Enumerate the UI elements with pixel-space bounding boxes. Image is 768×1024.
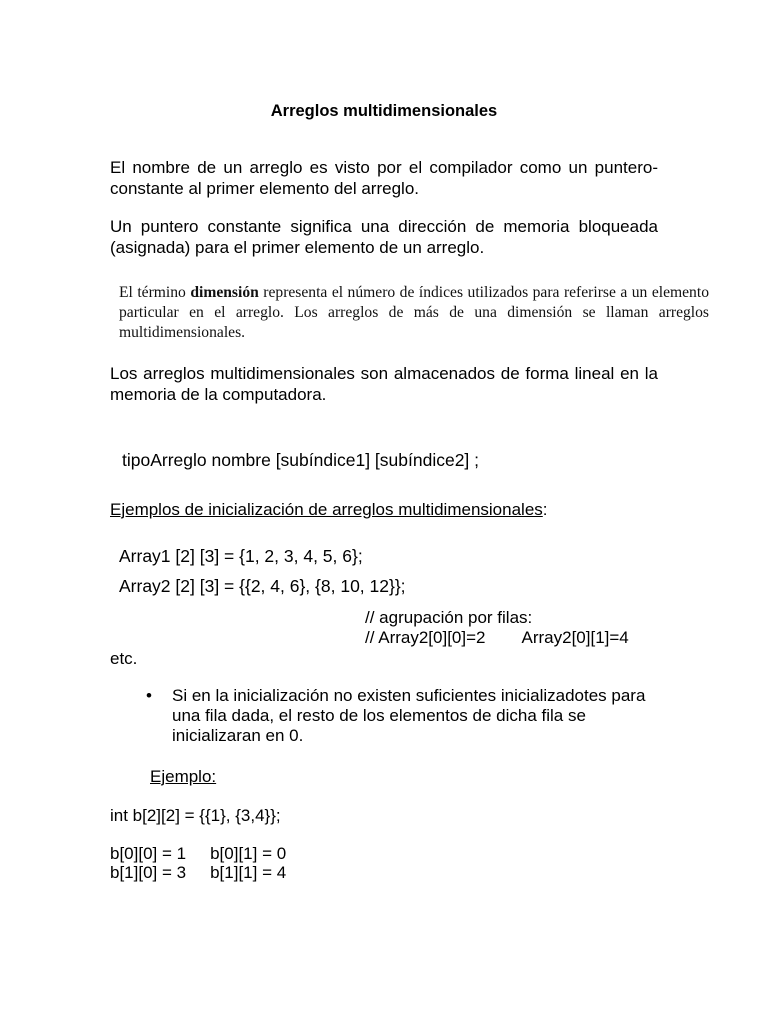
code-line-array1: Array1 [2] [3] = {1, 2, 3, 4, 5, 6};	[119, 546, 363, 566]
bullet-icon: •	[146, 686, 152, 705]
result-b11: b[1][1] = 4	[210, 863, 287, 882]
definition-excerpt	[119, 283, 709, 343]
code-line-array2: Array2 [2] [3] = {{2, 4, 6}, {8, 10, 12}};	[119, 576, 406, 596]
examples-heading-colon: :	[542, 500, 548, 519]
page-title: Arreglos multidimensionales	[270, 102, 498, 120]
paragraph-pointer-constant: El nombre de un arreglo es visto por el compilador como un puntero-constante al primer elemento del arreglo.	[110, 158, 658, 198]
int-declaration: int b[2][2] = {{1}, {3,4}};	[110, 806, 281, 825]
result-row-1	[110, 843, 286, 864]
comment-line-grouping: // agrupación por filas:	[365, 608, 533, 627]
examples-heading-text: Ejemplos de inicialización de arreglos multidimensionales	[110, 500, 543, 519]
result-b10: b[1][0] = 3	[110, 863, 187, 882]
comment-line-values	[365, 627, 629, 648]
result-b00: b[0][0] = 1	[110, 844, 187, 863]
comment-value-a: // Array2[0][0]=2	[365, 628, 486, 647]
examples-heading	[110, 499, 548, 520]
result-row-2	[110, 862, 286, 883]
result-b01: b[0][1] = 0	[210, 844, 287, 863]
definition-term: dimensión	[190, 284, 259, 301]
bullet-item-text: Si en la inicialización no existen suficientes inicializadotes para una fila dada, el resto de los elementos de dicha fila se inicializaran en 0.	[172, 686, 646, 745]
syntax-line: tipoArreglo nombre [subíndice1] [subíndice2] ;	[122, 450, 480, 470]
example-label: Ejemplo:	[150, 767, 217, 786]
comment-value-b: Array2[0][1]=4	[521, 628, 629, 647]
paragraph-linear-storage: Los arreglos multidimensionales son almacenados de forma lineal en la memoria de la computadora.	[110, 364, 658, 404]
definition-text-before: El término	[119, 284, 191, 301]
paragraph-constant-pointer-meaning: Un puntero constante significa una dirección de memoria bloqueada (asignada) para el primer elemento de un arreglo.	[110, 217, 658, 257]
definition-text-after: representa el número de índices utilizados para referirse a un elemento particular en el arreglo. Los arreglos de más de una dimensión se llaman arreglos multidimensionales.	[119, 284, 709, 341]
etc-text: etc.	[110, 649, 138, 668]
